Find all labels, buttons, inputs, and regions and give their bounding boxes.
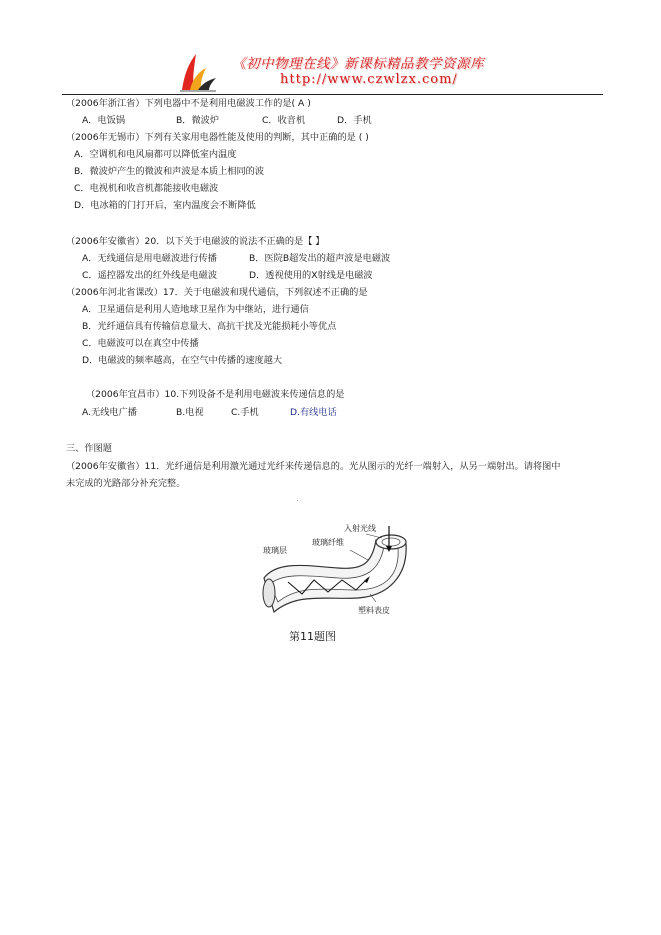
q1-option-c: C．收音机: [262, 115, 306, 126]
q3-stem: （2006年安徽省）20．以下关于电磁波的说法不正确的是【 】: [66, 236, 325, 247]
label-plastic-sheath: 塑料表皮: [358, 606, 390, 615]
label-incident-ray: 入射光线: [344, 524, 376, 533]
stray-dot: [297, 500, 298, 501]
q5-option-a: A.无线电广播: [82, 407, 137, 418]
q3-option-c: C．遥控器发出的红外线是电磁波: [82, 270, 218, 281]
q1-option-d: D．手机: [337, 115, 372, 126]
q4-option-b: B．光纤通信具有传输信息量大、高抗干扰及光能损耗小等优点: [82, 321, 337, 332]
q2-option-d: D．电冰箱的门打开后，室内温度会不断降低: [74, 200, 256, 211]
q2-stem: （2006年无锡市）下列有关家用电器性能及使用的判断，其中正确的是 ( ): [66, 132, 369, 143]
q5-option-d: D.有线电话: [290, 407, 337, 418]
q4-stem: （2006年河北省课改）17．关于电磁波和现代通信，下列叙述不正确的是: [66, 287, 368, 298]
section3-heading: 三、作图题: [66, 443, 112, 454]
q5-option-c: C.手机: [231, 407, 259, 418]
q2-option-c: C．电视机和收音机都能接收电磁波: [74, 183, 219, 194]
q1-option-a: A．电饭锅: [82, 115, 126, 126]
q11-text-line2: 未完成的光路部分补充完整。: [66, 478, 186, 489]
q1-stem: （2006年浙江省）下列电器中不是利用电磁波工作的是( A ): [66, 98, 311, 109]
header-url[interactable]: http://www.czwlzx.com/: [280, 72, 458, 87]
header-divider: [62, 94, 603, 95]
q4-option-c: C．电磁波可以在真空中传播: [82, 338, 199, 349]
q2-option-a: A．空调机和电风扇都可以降低室内温度: [74, 149, 237, 160]
q5-stem: （2006年宜昌市）10.下列设备不是利用电磁波来传递信息的是: [86, 389, 345, 400]
q3-option-a: A．无线通信是用电磁波进行传播: [82, 253, 217, 264]
site-logo-icon: [176, 50, 220, 94]
q5-option-b: B.电视: [176, 407, 204, 418]
q1-option-b: B．微波炉: [176, 115, 220, 126]
label-glass-fiber: 玻璃纤维: [312, 538, 344, 547]
q4-option-a: A．卫星通信是利用人造地球卫星作为中继站，进行通信: [82, 304, 309, 315]
figure-caption: 第11题图: [289, 630, 336, 643]
header-title: 《初中物理在线》新课标精品教学资源库: [232, 56, 484, 72]
q3-option-d: D．透视使用的X射线是电磁波: [249, 270, 373, 281]
label-glass-layer: 玻璃层: [263, 546, 287, 555]
q4-option-d: D．电磁波的频率越高，在空气中传播的速度越大: [82, 355, 283, 366]
q11-text-line1: （2006年安徽省）11．光纤通信是利用激光通过光纤来传递信息的。光从图示的光纤一端射入，从另一端射出。请将图中: [66, 461, 561, 472]
q3-option-b: B．医院B超发出的超声波是电磁波: [249, 253, 391, 264]
q2-option-b: B．微波炉产生的微波和声波是本质上相同的波: [74, 166, 265, 177]
